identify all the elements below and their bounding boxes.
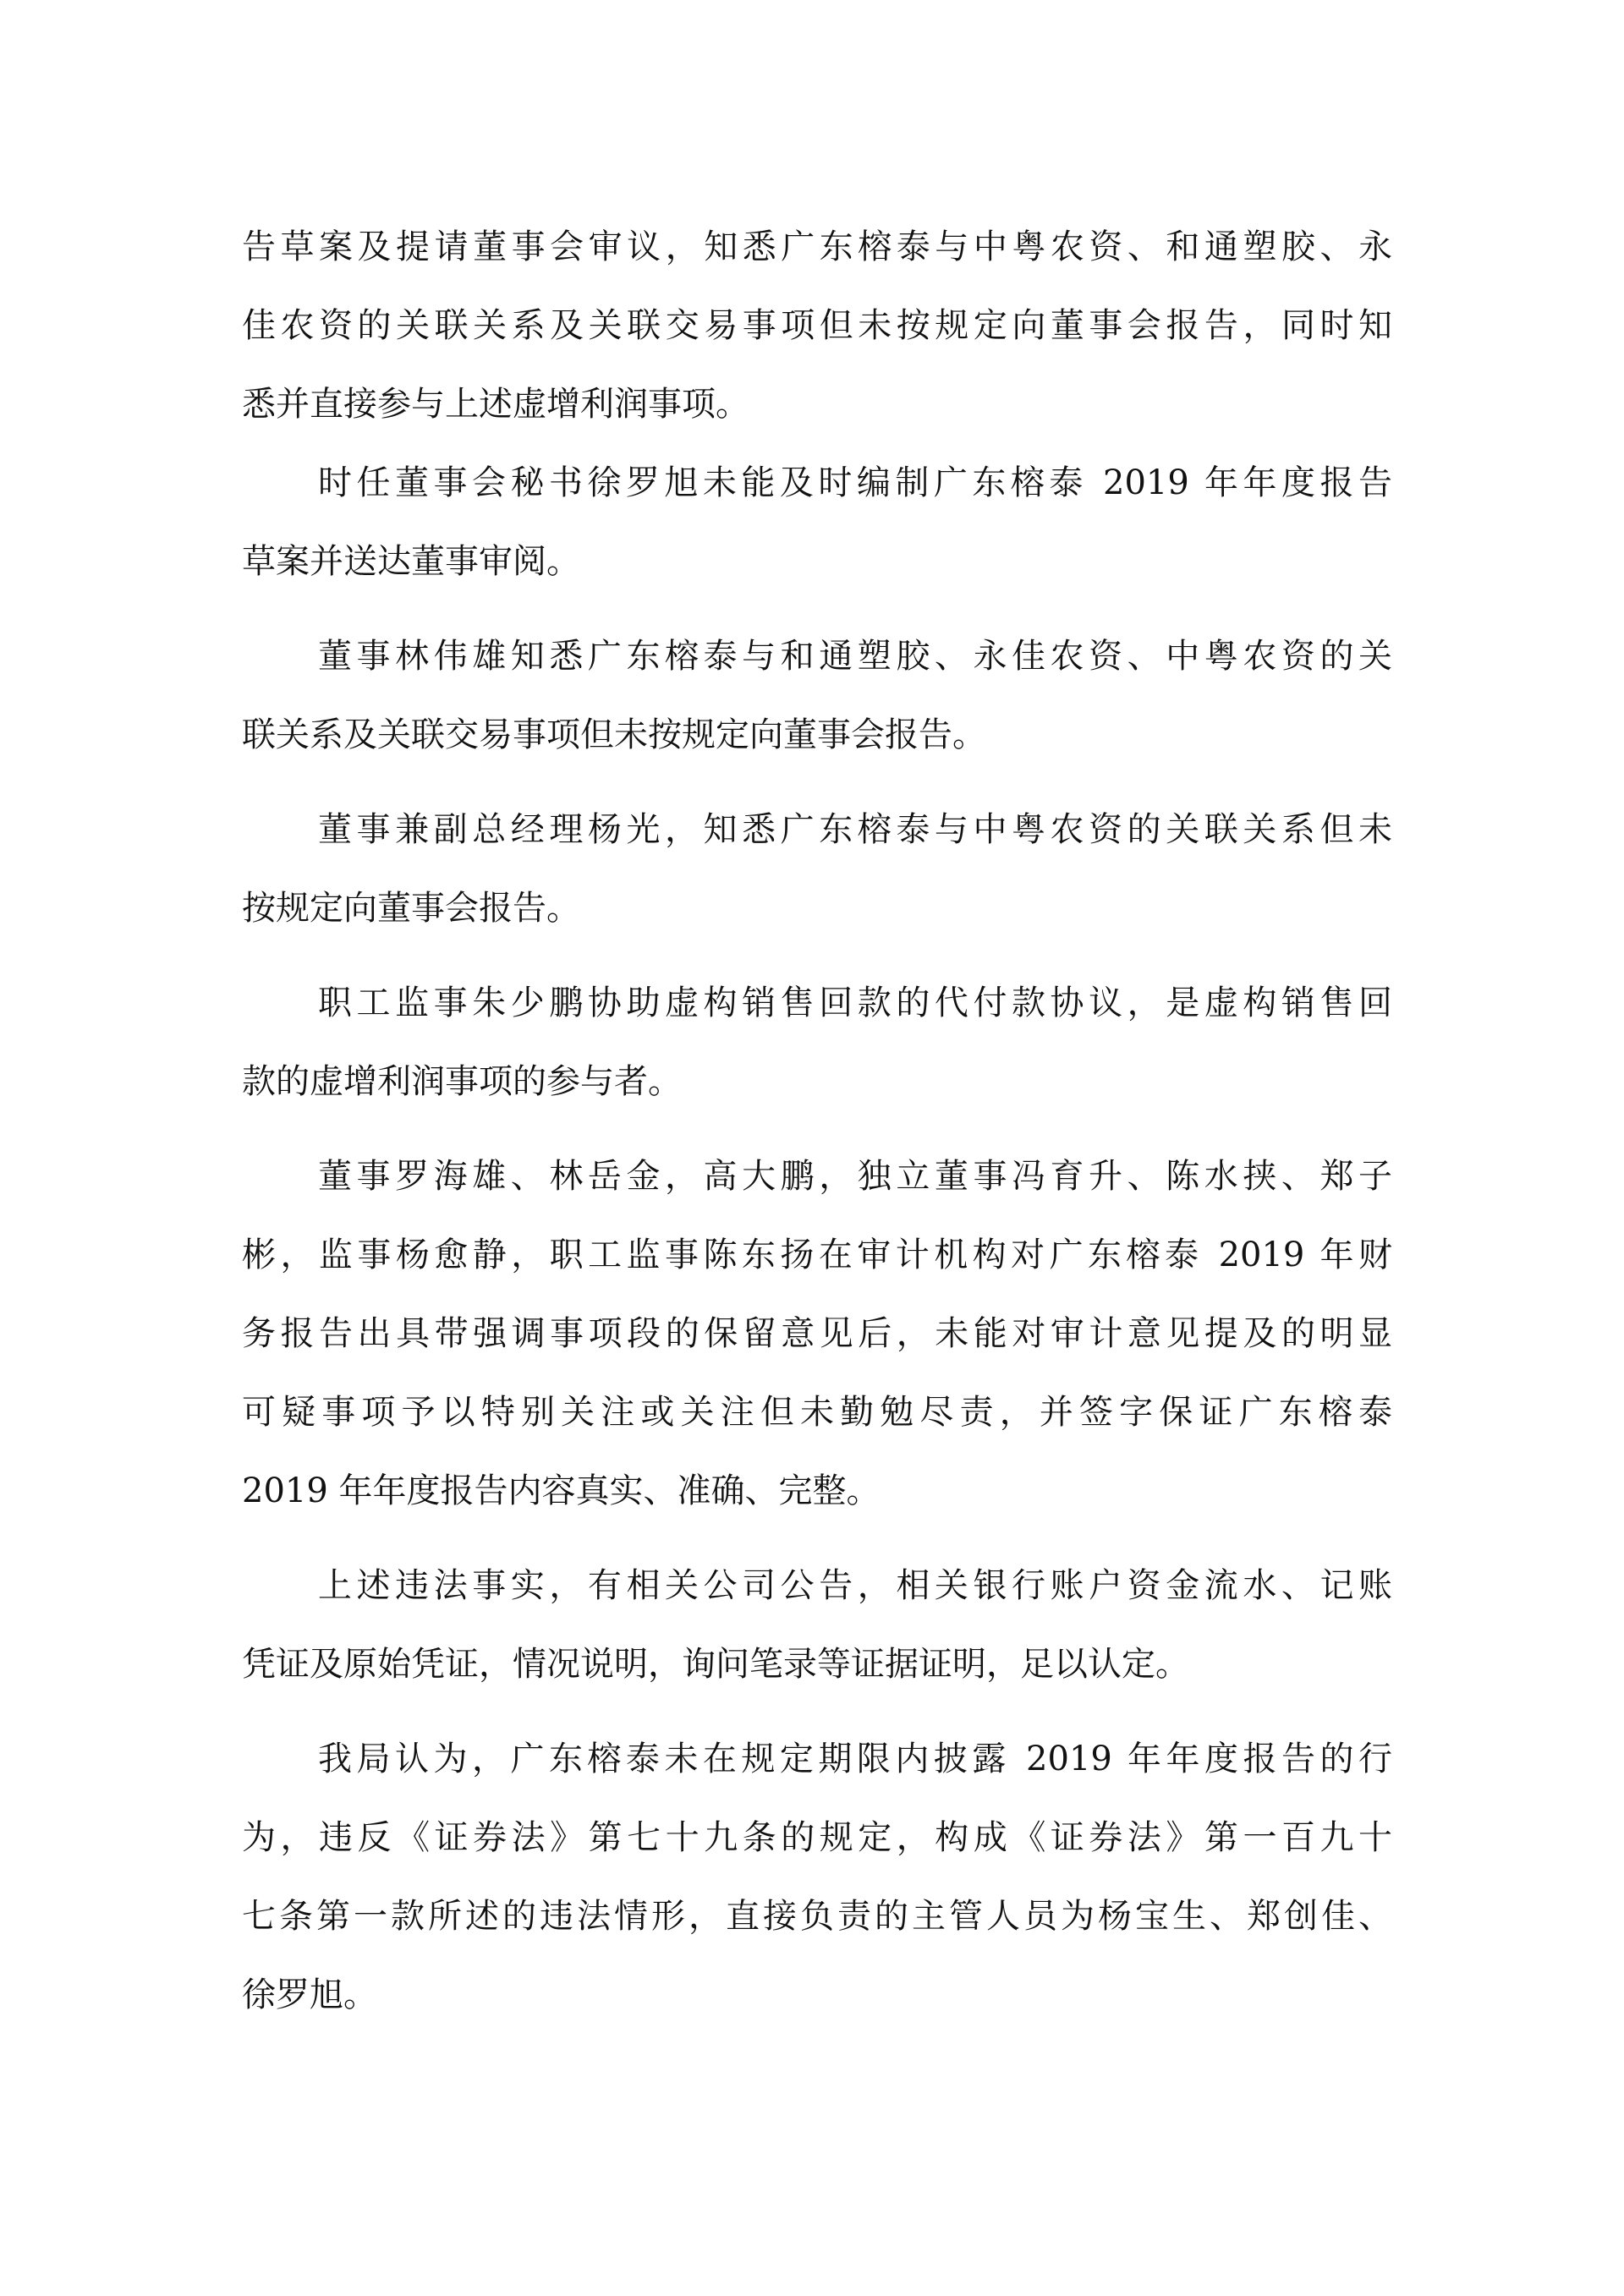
text-line: 佳农资的关联关系及关联交易事项但未按规定向董事会报告，同时知: [242, 306, 1392, 345]
text-line: 凭证及原始凭证，情况说明，询问笔录等证据证明，足以认定。: [242, 1645, 1189, 1684]
text-line: 2019 年年度报告内容真实、准确、完整。: [242, 1471, 881, 1510]
text-line: 徐罗旭。: [242, 1975, 377, 2014]
text-line: 按规定向董事会报告。: [242, 889, 580, 928]
text-line: 为，违反《证券法》第七十九条的规定，构成《证券法》第一百九十: [242, 1818, 1392, 1857]
text-line: 草案并送达董事审阅。: [242, 542, 580, 581]
text-line: 务报告出具带强调事项段的保留意见后，未能对审计意见提及的明显: [242, 1314, 1392, 1353]
text-line: 董事林伟雄知悉广东榕泰与和通塑胶、永佳农资、中粤农资的关: [318, 637, 1392, 676]
text-line: 告草案及提请董事会审议，知悉广东榕泰与中粤农资、和通塑胶、永: [242, 227, 1392, 266]
text-line: 可疑事项予以特别关注或关注但未勤勉尽责，并签字保证广东榕泰: [242, 1393, 1392, 1432]
text-line: 悉并直接参与上述虚增利润事项。: [242, 385, 749, 424]
text-line: 七条第一款所述的违法情形，直接负责的主管人员为杨宝生、郑创佳、: [242, 1897, 1392, 1936]
text-line: 职工监事朱少鹏协助虚构销售回款的代付款协议，是虚构销售回: [318, 984, 1392, 1022]
text-line: 款的虚增利润事项的参与者。: [242, 1062, 682, 1101]
text-line: 联关系及关联交易事项但未按规定向董事会报告。: [242, 715, 986, 754]
text-line: 时任董事会秘书徐罗旭未能及时编制广东榕泰 2019 年年度报告: [318, 463, 1392, 502]
text-line: 彬，监事杨愈静，职工监事陈东扬在审计机构对广东榕泰 2019 年财: [242, 1236, 1392, 1274]
text-line: 董事罗海雄、林岳金，高大鹏，独立董事冯育升、陈水挟、郑子: [318, 1157, 1392, 1196]
text-line: 我局认为，广东榕泰未在规定期限内披露 2019 年年度报告的行: [318, 1740, 1392, 1778]
text-line: 上述违法事实，有相关公司公告，相关银行账户资金流水、记账: [318, 1566, 1392, 1605]
text-line: 董事兼副总经理杨光，知悉广东榕泰与中粤农资的关联关系但未: [318, 810, 1392, 849]
